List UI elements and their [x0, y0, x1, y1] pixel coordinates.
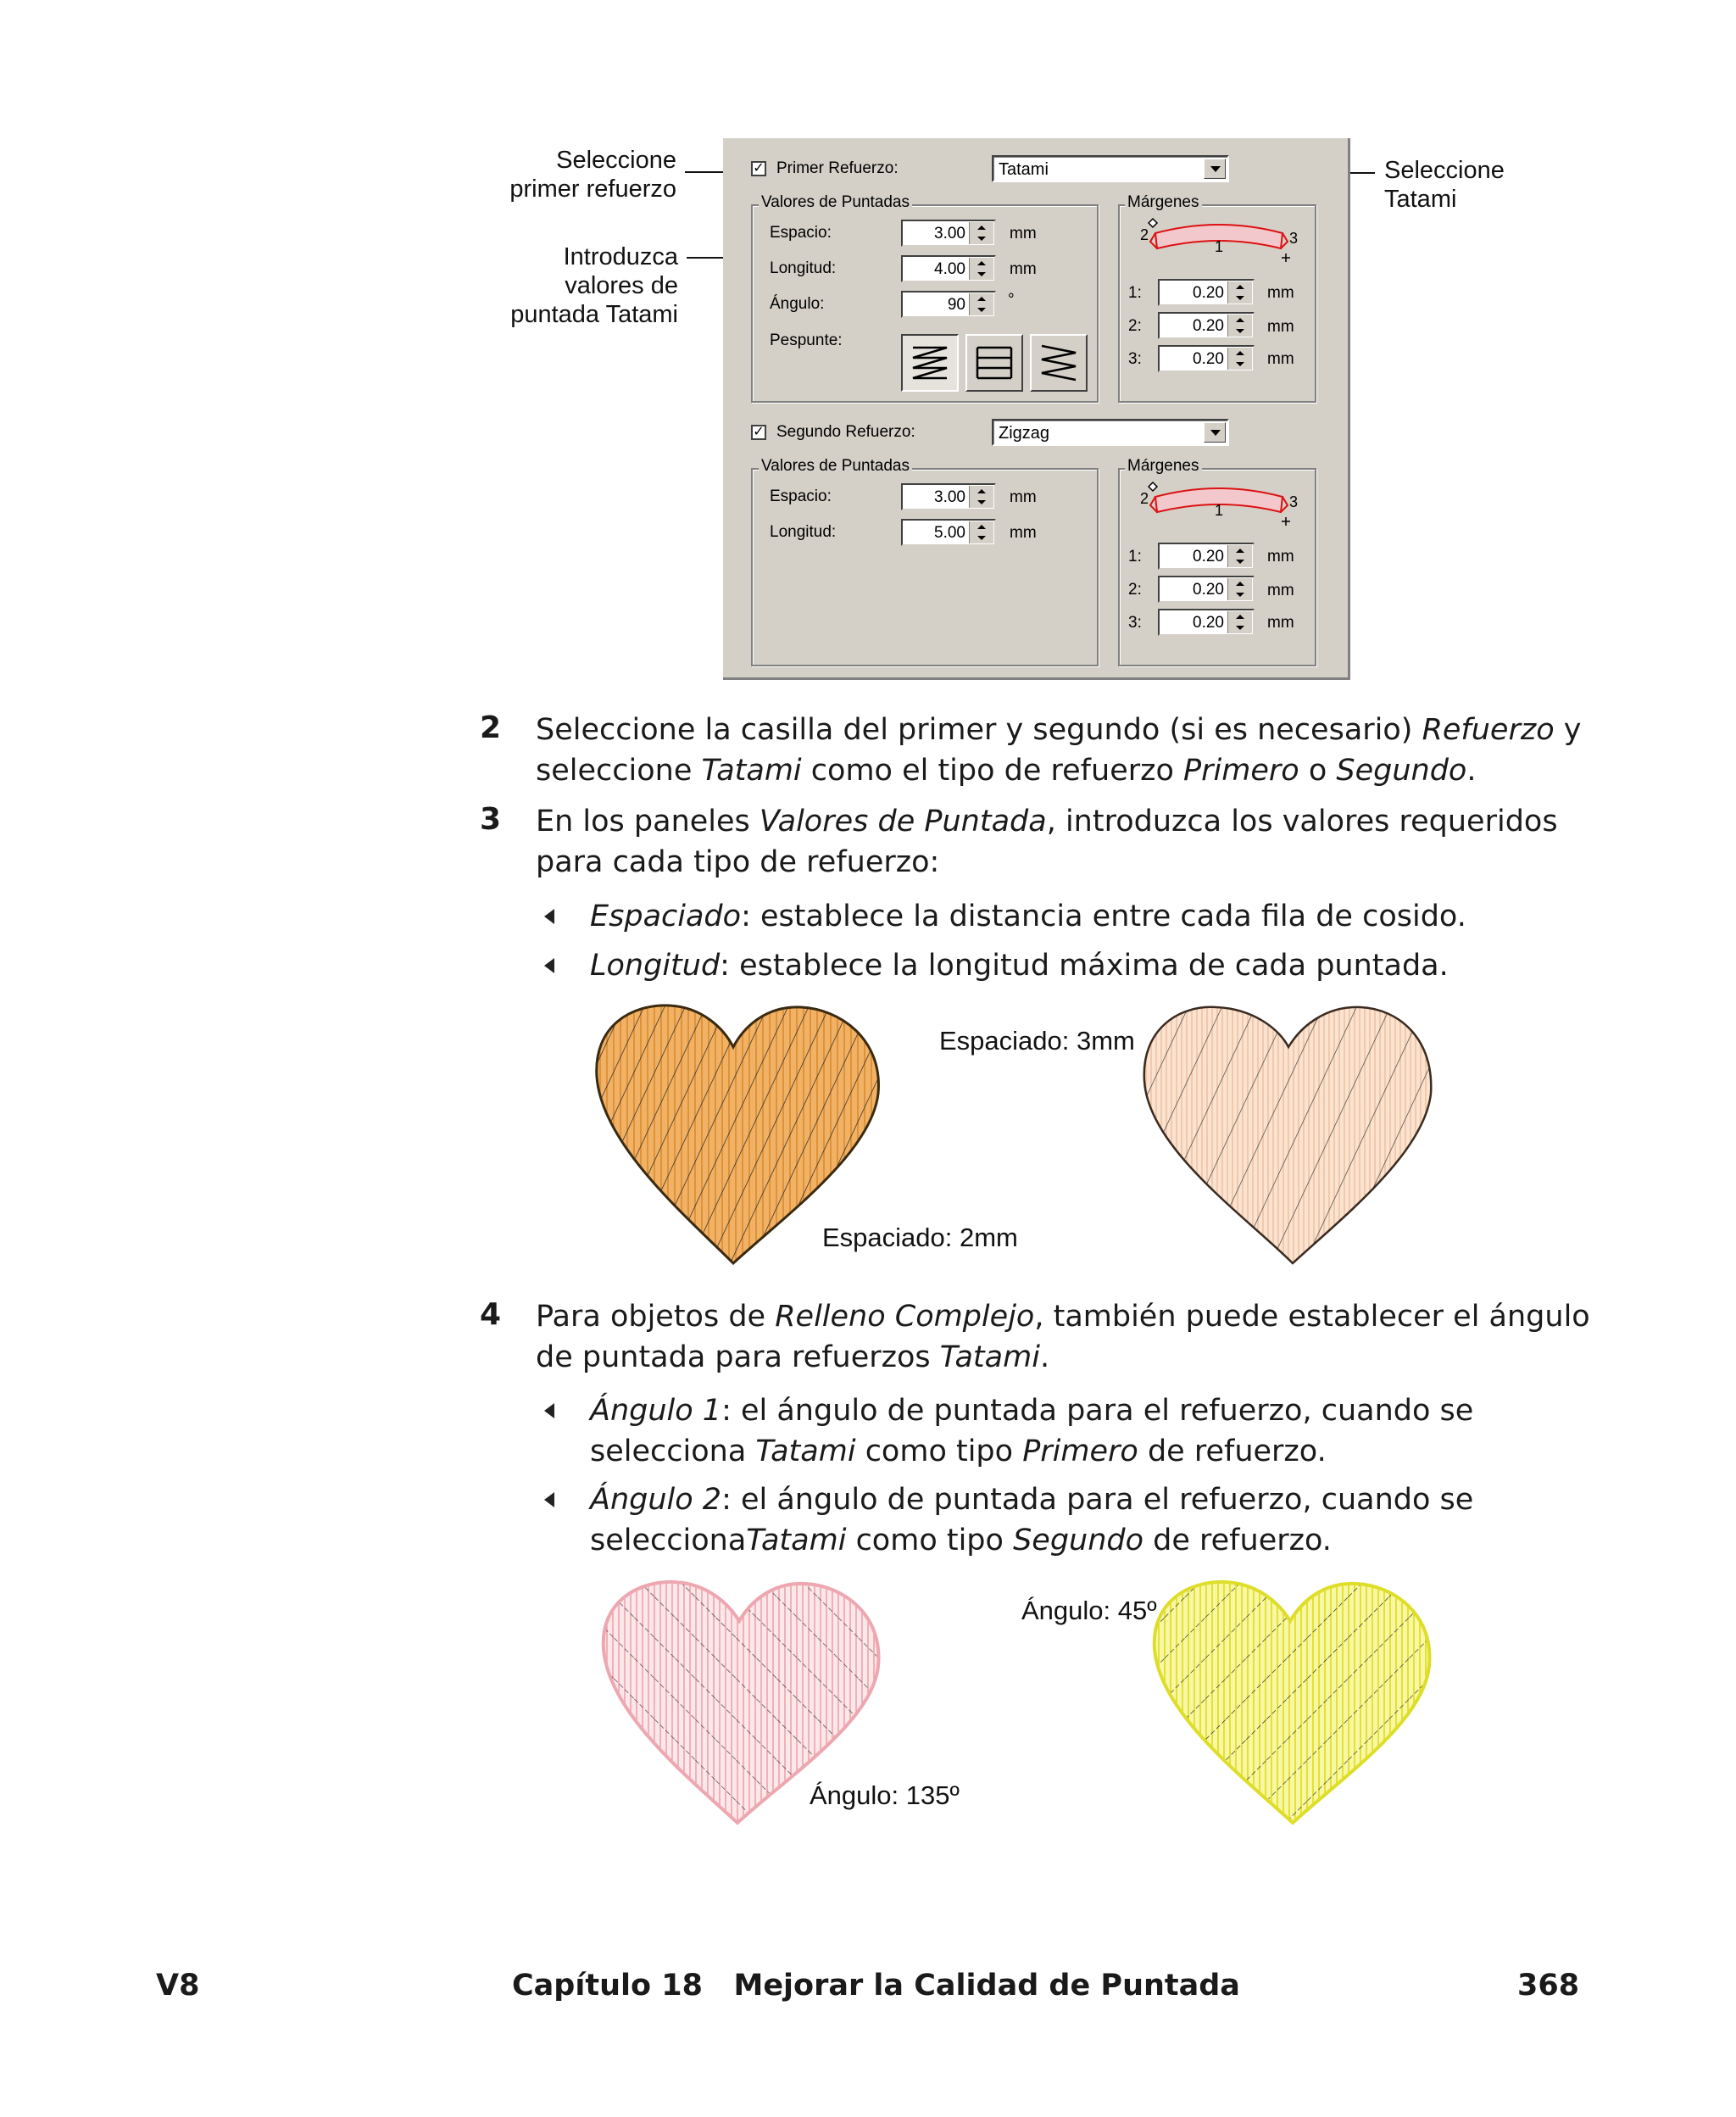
- caption-spacing-2mm: Espaciado: 2mm: [822, 1223, 1018, 1252]
- margin-diagram-label: 1: [1215, 238, 1224, 255]
- second-underlay-checkbox[interactable]: ✓: [751, 425, 766, 440]
- second-spacing-unit: mm: [1010, 488, 1037, 506]
- first-margin-3-value: 0.20: [1193, 350, 1224, 368]
- second-margin-3-label: 3:: [1128, 614, 1142, 632]
- bullet-length: [590, 945, 1599, 986]
- bullet-angle-1-line-1: [590, 1390, 1599, 1431]
- first-margins-title: Márgenes: [1125, 193, 1202, 212]
- text-italic: Espaciado: [590, 900, 742, 933]
- text: : establece la longitud máxima de cada puntada.: [720, 949, 1449, 983]
- diagonal-stitch-icon: [1032, 336, 1086, 390]
- margin-diagram-label: 2: [1140, 226, 1149, 243]
- text: , también puede establecer el ángulo: [1034, 1300, 1590, 1334]
- second-underlay-type-select[interactable]: [992, 419, 1229, 446]
- second-margin-2-value: 0.20: [1193, 581, 1224, 599]
- spin-arrows-icon[interactable]: [969, 486, 993, 508]
- first-length-value: 4.00: [934, 260, 965, 278]
- first-length-label: Longitud:: [770, 259, 837, 277]
- first-margin-1-input[interactable]: [1158, 279, 1255, 306]
- text: selecciona: [590, 1435, 756, 1468]
- first-angle-label: Ángulo:: [770, 295, 825, 313]
- bullet-angle-2-line-1: [590, 1479, 1599, 1520]
- second-margin-1-value: 0.20: [1193, 548, 1224, 565]
- bullet-arrow-icon: [544, 1403, 554, 1418]
- first-angle-unit: °: [1008, 291, 1015, 309]
- spin-arrows-icon[interactable]: [969, 258, 993, 280]
- spin-arrows-icon[interactable]: [1227, 315, 1252, 337]
- bullet-angle-1: [590, 1390, 1599, 1472]
- text-italic: Primero: [1183, 754, 1299, 788]
- second-margin-1-unit: mm: [1267, 548, 1294, 565]
- parallel-stitch-icon: [967, 336, 1021, 390]
- text-italic: Tatami: [939, 1340, 1040, 1374]
- first-length-input[interactable]: [901, 255, 996, 282]
- margin-diagram-label: 2: [1140, 490, 1149, 507]
- text: selecciona: [590, 1524, 747, 1557]
- second-margin-1-input[interactable]: [1158, 543, 1255, 570]
- pespunte-zigzag-button[interactable]: [901, 334, 959, 392]
- first-underlay-checkbox[interactable]: ✓: [751, 161, 766, 176]
- bullet-arrow-icon: [544, 958, 554, 973]
- step-4-line-2: [536, 1337, 1604, 1378]
- step-number: 4: [480, 1297, 502, 1332]
- footer-version: V8: [156, 1969, 200, 2003]
- bullet-angle-2: [590, 1479, 1599, 1561]
- text-italic: Segundo: [1336, 754, 1467, 788]
- bullet-angle-1-line-2: [590, 1431, 1599, 1472]
- callout-text: Seleccione: [556, 147, 676, 174]
- step-4-line-1: [536, 1296, 1604, 1337]
- second-length-unit: mm: [1010, 524, 1037, 542]
- spin-arrows-icon[interactable]: [1227, 578, 1252, 600]
- underlay-settings-dialog: [723, 138, 1350, 680]
- callout-text: Introduzca: [563, 243, 678, 270]
- footer-chapter-title: Capítulo 18 Mejorar la Calidad de Puntada: [512, 1969, 1240, 2003]
- text: seleccione: [536, 754, 702, 788]
- footer-page-number: 368: [1517, 1969, 1580, 2003]
- text: como tipo: [846, 1524, 1014, 1557]
- spin-arrows-icon[interactable]: [1227, 348, 1252, 370]
- first-spacing-unit: mm: [1010, 225, 1037, 242]
- caption-angle-45: Ángulo: 45º: [1021, 1596, 1157, 1625]
- margin-diagram-label: 3: [1289, 230, 1299, 247]
- yellow-heart-45deg: [1144, 1577, 1441, 1831]
- first-spacing-input[interactable]: [901, 220, 996, 247]
- caption-spacing-3mm: Espaciado: 3mm: [939, 1026, 1135, 1056]
- first-angle-input[interactable]: [901, 291, 996, 318]
- caption-angle-135: Ángulo: 135º: [810, 1780, 960, 1810]
- first-margin-3-label: 3:: [1128, 350, 1142, 368]
- first-margins-diagram: [1130, 214, 1308, 265]
- margin-diagram-label: 3: [1289, 493, 1299, 510]
- first-margin-3-input[interactable]: [1158, 345, 1255, 372]
- step-number: 3: [480, 802, 502, 837]
- text-italic: Refuerzo: [1422, 713, 1555, 747]
- text-italic: Ángulo 2: [590, 1483, 722, 1517]
- text: .: [1466, 754, 1477, 788]
- spin-arrows-icon[interactable]: [969, 222, 993, 244]
- second-margin-3-value: 0.20: [1193, 614, 1224, 632]
- step-2-text: [536, 710, 1595, 791]
- second-margin-3-input[interactable]: [1158, 609, 1255, 636]
- zigzag-stitch-icon: [903, 336, 957, 390]
- first-margin-3-unit: mm: [1267, 350, 1294, 368]
- text-italic: Ángulo 1: [590, 1394, 722, 1428]
- bullet-angle-2-line-2: [590, 1520, 1599, 1561]
- text-italic: Tatami: [755, 1435, 856, 1468]
- text-italic: Primero: [1022, 1435, 1138, 1468]
- text: En los paneles: [536, 805, 760, 838]
- text: o: [1299, 754, 1337, 788]
- spin-arrows-icon[interactable]: [1227, 281, 1252, 304]
- text: de refuerzo.: [1138, 1435, 1327, 1468]
- second-length-label: Longitud:: [770, 523, 837, 541]
- bullet-spacing: [590, 896, 1599, 937]
- text: y: [1554, 713, 1582, 747]
- text-italic: Longitud: [590, 949, 721, 983]
- spin-arrows-icon[interactable]: [1227, 611, 1252, 633]
- second-margin-2-label: 2:: [1128, 581, 1142, 599]
- text-italic: Tatami: [746, 1524, 847, 1557]
- dropdown-arrow-icon[interactable]: [1204, 159, 1226, 179]
- first-margin-1-label: 1:: [1128, 284, 1142, 302]
- first-margin-2-input[interactable]: [1158, 312, 1255, 339]
- first-spacing-value: 3.00: [934, 225, 965, 242]
- spin-arrows-icon[interactable]: [969, 293, 993, 315]
- pespunte-diagonal-button[interactable]: [1030, 334, 1088, 392]
- first-stitch-values-title: Valores de Puntadas: [759, 193, 912, 212]
- text-italic: Segundo: [1013, 1524, 1144, 1557]
- step-3-line-2: para cada tipo de refuerzo:: [536, 845, 940, 879]
- text-italic: Valores de Puntada: [759, 805, 1047, 838]
- spin-arrows-icon[interactable]: [969, 521, 993, 543]
- spin-arrows-icon[interactable]: [1227, 545, 1252, 567]
- text: Seleccione la casilla del primer y segundo (si es necesario): [536, 713, 1422, 747]
- callout-text: puntada Tatami: [510, 301, 678, 328]
- callout-select-first: [475, 146, 676, 203]
- text: Para objetos de: [536, 1300, 776, 1334]
- step-number: 2: [480, 710, 502, 745]
- step-3-line-1: [536, 801, 1595, 842]
- pespunte-label: Pespunte:: [770, 331, 843, 349]
- first-angle-value: 90: [947, 296, 965, 314]
- text: de refuerzo.: [1143, 1524, 1332, 1557]
- first-margin-1-value: 0.20: [1193, 284, 1224, 302]
- step-3-text: [536, 801, 1595, 883]
- second-margin-3-unit: mm: [1267, 614, 1294, 632]
- second-spacing-value: 3.00: [934, 488, 965, 506]
- bullet-arrow-icon: [544, 909, 554, 924]
- second-underlay-type-value: Zigzag: [999, 424, 1050, 443]
- second-length-value: 5.00: [934, 524, 965, 542]
- second-stitch-values-title: Valores de Puntadas: [759, 457, 912, 476]
- second-margins-diagram: [1130, 478, 1308, 529]
- text: de puntada para refuerzos: [536, 1340, 940, 1374]
- margin-diagram-label: 1: [1215, 502, 1224, 519]
- first-margin-2-label: 2:: [1128, 317, 1142, 335]
- second-margin-2-input[interactable]: [1158, 576, 1255, 603]
- second-margin-1-label: 1:: [1128, 548, 1142, 565]
- first-margin-1-unit: mm: [1267, 284, 1294, 302]
- second-length-input[interactable]: [901, 519, 996, 546]
- second-margins-title: Márgenes: [1125, 457, 1202, 476]
- callout-select-tatami: [1384, 156, 1505, 214]
- callout-text: Seleccione: [1384, 157, 1505, 184]
- callout-text: Tatami: [1384, 186, 1457, 213]
- first-length-unit: mm: [1010, 260, 1037, 278]
- text: como tipo: [855, 1435, 1023, 1468]
- first-underlay-label: Primer Refuerzo:: [776, 159, 899, 177]
- peach-heart-3mm: [1136, 1000, 1441, 1272]
- dropdown-arrow-icon[interactable]: [1204, 422, 1226, 443]
- callout-text: valores de: [565, 272, 678, 299]
- text-italic: Tatami: [701, 754, 802, 788]
- text: : establece la distancia entre cada fila de cosido.: [741, 900, 1466, 933]
- second-underlay-label: Segundo Refuerzo:: [776, 423, 915, 441]
- first-underlay-type-select[interactable]: [992, 155, 1229, 182]
- step-4-text: [536, 1296, 1604, 1378]
- text: como el tipo de refuerzo: [801, 754, 1184, 788]
- text: : el ángulo de puntada para el refuerzo, cuando se: [721, 1483, 1474, 1517]
- bullet-arrow-icon: [544, 1492, 554, 1507]
- text-italic: Relleno Complejo: [775, 1300, 1035, 1334]
- callout-text: primer refuerzo: [509, 175, 676, 203]
- first-spacing-label: Espacio:: [770, 224, 832, 242]
- second-spacing-label: Espacio:: [770, 487, 832, 505]
- step-2-line-1: [536, 710, 1595, 750]
- first-margin-2-value: 0.20: [1193, 317, 1224, 335]
- callout-enter-values: [475, 242, 678, 329]
- first-margin-2-unit: mm: [1267, 318, 1294, 336]
- text: : el ángulo de puntada para el refuerzo, cuando se: [721, 1394, 1474, 1428]
- first-underlay-type-value: Tatami: [999, 160, 1049, 179]
- second-spacing-input[interactable]: [901, 483, 996, 510]
- step-2-line-2: [536, 750, 1595, 791]
- pespunte-parallel-button[interactable]: [965, 334, 1023, 392]
- text: , introduzca los valores requeridos: [1046, 805, 1558, 838]
- text: .: [1039, 1340, 1050, 1374]
- second-margin-2-unit: mm: [1267, 582, 1294, 599]
